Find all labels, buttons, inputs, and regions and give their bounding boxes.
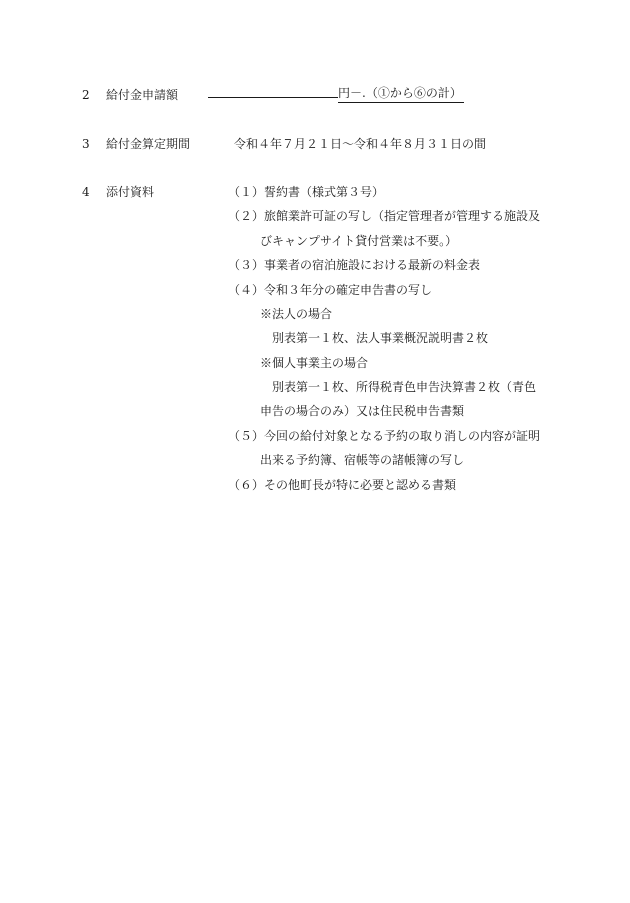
attachment-line-continuation: びキャンプサイト貸付営業は不要。） <box>260 234 458 248</box>
attachment-line: （６）その他町長が特に必要と認める書類 <box>228 478 457 492</box>
section-number: 4 <box>82 185 90 199</box>
attachment-line: （１）誓約書（様式第３号） <box>228 185 385 199</box>
section-title: 添付資料 <box>106 185 155 199</box>
attachment-line-continuation: 申告の場合のみ）又は住民税申告書類 <box>260 404 465 418</box>
section-title: 給付金算定期間 <box>106 137 191 151</box>
amount-blank-line <box>208 85 338 98</box>
attachment-line: （２）旅館業許可証の写し（指定管理者が管理する施設及 <box>228 209 541 223</box>
period-text: 令和４年７月２１日～令和４年８月３１日の間 <box>234 137 487 151</box>
section-3-calculation-period <box>0 134 630 154</box>
attachment-line: （３）事業者の宿泊施設における最新の料金表 <box>228 258 481 272</box>
section-2-application-amount <box>0 85 630 105</box>
attachment-subdetail: 別表第一１枚、法人事業概況説明書２枚 <box>272 331 489 345</box>
attachment-line-continuation: 出来る予約簿、宿帳等の諸帳簿の写し <box>260 453 465 467</box>
attachment-line: （４）令和３年分の確定申告書の写し <box>228 283 433 297</box>
attachment-subdetail: 別表第一１枚、所得税青色申告決算書２枚（青色 <box>272 380 537 394</box>
attachment-subnote: ※個人事業主の場合 <box>260 356 369 370</box>
section-number: 3 <box>82 137 90 151</box>
amount-suffix: 円－.（①から⑥の計） <box>338 85 464 103</box>
section-number: 2 <box>82 88 90 102</box>
attachment-subnote: ※法人の場合 <box>260 307 333 321</box>
section-title: 給付金申請額 <box>106 88 179 102</box>
attachment-line: （５）今回の給付対象となる予約の取り消しの内容が証明 <box>228 429 541 443</box>
